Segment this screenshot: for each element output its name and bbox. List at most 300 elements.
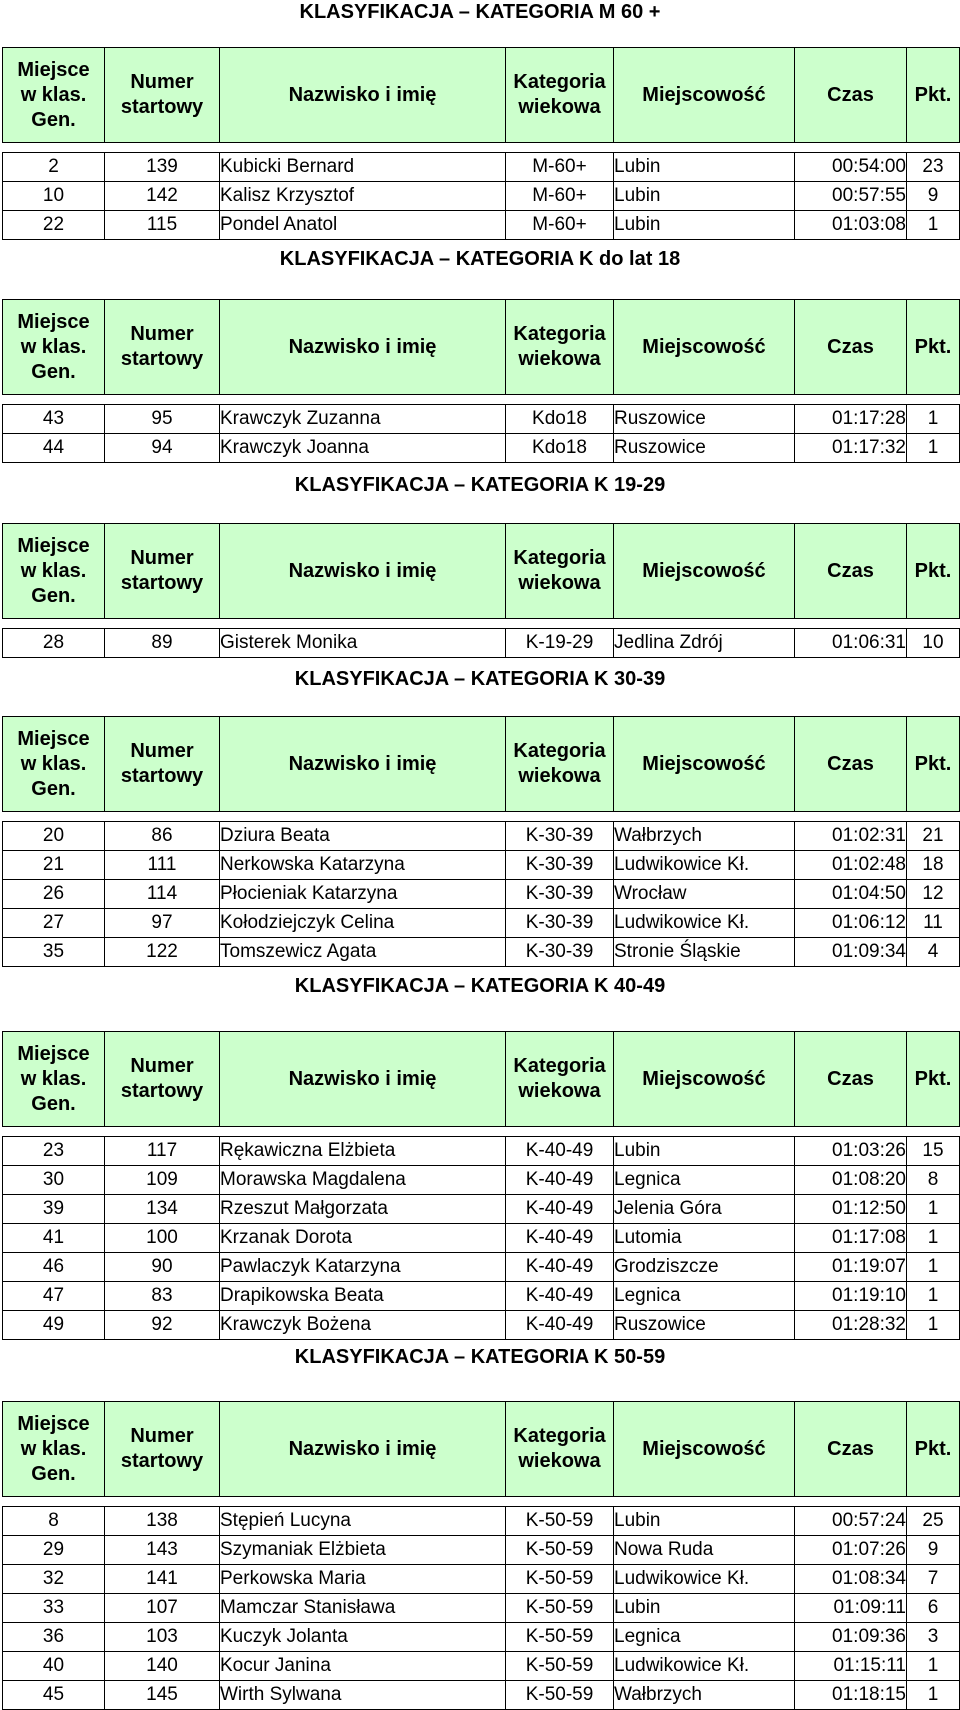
column-header-line: Gen.	[31, 360, 76, 383]
cell-number: 92	[105, 1311, 220, 1340]
cell-city: Lubin	[614, 1137, 795, 1166]
table-row	[3, 938, 960, 967]
cell-number: 111	[105, 851, 220, 880]
cell-time: 01:28:32	[795, 1311, 907, 1340]
header-row	[3, 48, 960, 143]
cell-time: 00:57:24	[795, 1507, 907, 1536]
cell-city: Jelenia Góra	[614, 1195, 795, 1224]
cell-name: Rękawiczna Elżbieta	[220, 1137, 506, 1166]
cell-points: 6	[907, 1594, 960, 1623]
column-header-line: Gen.	[31, 777, 76, 800]
cell-time: 01:12:50	[795, 1195, 907, 1224]
cell-city: Stronie Śląskie	[614, 938, 795, 967]
cell-name: Kołodziejczyk Celina	[220, 909, 506, 938]
column-header-city: Miejscowość	[614, 300, 795, 395]
column-header-points: Pkt.	[907, 717, 960, 812]
table-row	[3, 880, 960, 909]
column-header-category	[506, 717, 614, 812]
table-row	[3, 1195, 960, 1224]
cell-category: K-30-39	[506, 938, 614, 967]
column-header-time: Czas	[795, 524, 907, 619]
cell-time: 00:54:00	[795, 153, 907, 182]
section-title: KLASYFIKACJA – KATEGORIA K 30-39	[294, 668, 666, 690]
cell-name: Kubicki Bernard	[220, 153, 506, 182]
cell-city: Wałbrzych	[614, 822, 795, 851]
cell-number: 134	[105, 1195, 220, 1224]
cell-points: 1	[907, 1195, 960, 1224]
cell-time: 01:03:26	[795, 1137, 907, 1166]
table-row	[3, 1681, 960, 1710]
cell-time: 01:09:36	[795, 1623, 907, 1652]
cell-time: 01:06:12	[795, 909, 907, 938]
cell-number: 90	[105, 1253, 220, 1282]
column-header-line: Miejsce	[17, 1412, 90, 1435]
cell-rank: 47	[3, 1282, 105, 1311]
cell-time: 01:19:10	[795, 1282, 907, 1311]
cell-city: Lubin	[614, 153, 795, 182]
column-header-line: w klas.	[20, 335, 87, 358]
column-header-name: Nazwisko i imię	[220, 524, 506, 619]
cell-points: 18	[907, 851, 960, 880]
cell-number: 83	[105, 1282, 220, 1311]
cell-number: 97	[105, 909, 220, 938]
column-header-line: wiekowa	[518, 765, 601, 787]
cell-rank: 23	[3, 1137, 105, 1166]
cell-rank: 26	[3, 880, 105, 909]
cell-points: 7	[907, 1565, 960, 1594]
header-spacer	[3, 1497, 960, 1507]
column-header-rank	[3, 48, 105, 143]
cell-points: 23	[907, 153, 960, 182]
cell-time: 01:03:08	[795, 211, 907, 240]
cell-category: M-60+	[506, 182, 614, 211]
cell-time: 01:17:08	[795, 1224, 907, 1253]
column-header-rank	[3, 717, 105, 812]
cell-city: Lubin	[614, 1507, 795, 1536]
column-header-line: w klas.	[20, 83, 87, 106]
table-row	[3, 1652, 960, 1681]
cell-points: 1	[907, 211, 960, 240]
cell-city: Lubin	[614, 211, 795, 240]
spacer-cell	[3, 812, 960, 822]
results-table	[2, 1401, 960, 1710]
cell-points: 1	[907, 405, 960, 434]
cell-time: 01:06:31	[795, 629, 907, 658]
column-header-line: w klas.	[20, 1067, 87, 1090]
column-header-points: Pkt.	[907, 1032, 960, 1127]
column-header-name: Nazwisko i imię	[220, 717, 506, 812]
cell-name: Pawlaczyk Katarzyna	[220, 1253, 506, 1282]
cell-rank: 43	[3, 405, 105, 434]
column-header-points: Pkt.	[907, 48, 960, 143]
cell-rank: 33	[3, 1594, 105, 1623]
cell-time: 01:15:11	[795, 1652, 907, 1681]
column-header-line: startowy	[120, 572, 204, 594]
column-header-line: Numer	[130, 71, 194, 93]
cell-points: 10	[907, 629, 960, 658]
cell-time: 01:04:50	[795, 880, 907, 909]
header-row	[3, 524, 960, 619]
cell-rank: 40	[3, 1652, 105, 1681]
cell-rank: 22	[3, 211, 105, 240]
column-header-category	[506, 1032, 614, 1127]
table-row	[3, 1594, 960, 1623]
cell-category: Kdo18	[506, 434, 614, 463]
cell-name: Kalisz Krzysztof	[220, 182, 506, 211]
table-row	[3, 211, 960, 240]
cell-name: Tomszewicz Agata	[220, 938, 506, 967]
column-header-line: Kategoria	[513, 323, 606, 345]
header-row	[3, 300, 960, 395]
header-row	[3, 717, 960, 812]
column-header-time: Czas	[795, 717, 907, 812]
cell-rank: 21	[3, 851, 105, 880]
column-header-points: Pkt.	[907, 524, 960, 619]
column-header-points: Pkt.	[907, 300, 960, 395]
cell-rank: 8	[3, 1507, 105, 1536]
cell-number: 100	[105, 1224, 220, 1253]
table-row	[3, 1137, 960, 1166]
cell-category: K-40-49	[506, 1195, 614, 1224]
cell-points: 4	[907, 938, 960, 967]
cell-rank: 10	[3, 182, 105, 211]
column-header-number	[105, 1032, 220, 1127]
cell-number: 103	[105, 1623, 220, 1652]
cell-points: 12	[907, 880, 960, 909]
column-header-rank	[3, 300, 105, 395]
cell-rank: 20	[3, 822, 105, 851]
column-header-rank	[3, 1032, 105, 1127]
column-header-city: Miejscowość	[614, 1032, 795, 1127]
cell-name: Krawczyk Joanna	[220, 434, 506, 463]
results-table	[2, 716, 960, 967]
column-header-line: Kategoria	[513, 1055, 606, 1077]
column-header-name: Nazwisko i imię	[220, 48, 506, 143]
column-header-line: w klas.	[20, 1437, 87, 1460]
cell-category: K-50-59	[506, 1565, 614, 1594]
section-title: KLASYFIKACJA – KATEGORIA K do lat 18	[279, 248, 681, 270]
spacer-cell	[3, 1127, 960, 1137]
table-row	[3, 182, 960, 211]
column-header-category	[506, 524, 614, 619]
cell-points: 1	[907, 1311, 960, 1340]
column-header-number	[105, 48, 220, 143]
table-row	[3, 1623, 960, 1652]
cell-name: Drapikowska Beata	[220, 1282, 506, 1311]
cell-category: K-50-59	[506, 1652, 614, 1681]
cell-rank: 44	[3, 434, 105, 463]
column-header-time: Czas	[795, 300, 907, 395]
column-header-city: Miejscowość	[614, 717, 795, 812]
column-header-line: wiekowa	[518, 572, 601, 594]
cell-category: M-60+	[506, 153, 614, 182]
column-header-line: Kategoria	[513, 740, 606, 762]
cell-points: 1	[907, 1681, 960, 1710]
cell-name: Kuczyk Jolanta	[220, 1623, 506, 1652]
column-header-line: Numer	[130, 323, 194, 345]
cell-category: K-30-39	[506, 851, 614, 880]
cell-city: Lutomia	[614, 1224, 795, 1253]
cell-name: Gisterek Monika	[220, 629, 506, 658]
header-row	[3, 1032, 960, 1127]
table-row	[3, 822, 960, 851]
cell-points: 1	[907, 1652, 960, 1681]
cell-name: Nerkowska Katarzyna	[220, 851, 506, 880]
table-row	[3, 851, 960, 880]
cell-category: K-50-59	[506, 1623, 614, 1652]
cell-name: Szymaniak Elżbieta	[220, 1536, 506, 1565]
cell-rank: 46	[3, 1253, 105, 1282]
column-header-line: Gen.	[31, 108, 76, 131]
cell-name: Morawska Magdalena	[220, 1166, 506, 1195]
cell-category: K-50-59	[506, 1536, 614, 1565]
column-header-line: wiekowa	[518, 1450, 601, 1472]
cell-name: Krawczyk Bożena	[220, 1311, 506, 1340]
column-header-line: Miejsce	[17, 310, 90, 333]
cell-rank: 32	[3, 1565, 105, 1594]
column-header-line: Gen.	[31, 1092, 76, 1115]
results-table	[2, 299, 960, 463]
column-header-line: w klas.	[20, 752, 87, 775]
cell-category: K-50-59	[506, 1507, 614, 1536]
table-row	[3, 434, 960, 463]
cell-city: Nowa Ruda	[614, 1536, 795, 1565]
spacer-cell	[3, 395, 960, 405]
cell-name: Płocieniak Katarzyna	[220, 880, 506, 909]
column-header-line: Miejsce	[17, 1042, 90, 1065]
cell-name: Mamczar Stanisława	[220, 1594, 506, 1623]
table-row	[3, 1282, 960, 1311]
cell-name: Krzanak Dorota	[220, 1224, 506, 1253]
table-row	[3, 153, 960, 182]
cell-name: Perkowska Maria	[220, 1565, 506, 1594]
table-row	[3, 629, 960, 658]
column-header-line: wiekowa	[518, 1080, 601, 1102]
cell-city: Ludwikowice Kł.	[614, 1652, 795, 1681]
column-header-number	[105, 524, 220, 619]
cell-category: K-40-49	[506, 1253, 614, 1282]
cell-number: 114	[105, 880, 220, 909]
cell-city: Wrocław	[614, 880, 795, 909]
section-title: KLASYFIKACJA – KATEGORIA M 60 +	[299, 1, 661, 23]
results-table	[2, 1031, 960, 1340]
cell-category: Kdo18	[506, 405, 614, 434]
column-header-line: startowy	[120, 1080, 204, 1102]
header-spacer	[3, 1127, 960, 1137]
column-header-name: Nazwisko i imię	[220, 1032, 506, 1127]
column-header-line: startowy	[120, 348, 204, 370]
cell-points: 11	[907, 909, 960, 938]
results-table	[2, 47, 960, 240]
cell-category: K-40-49	[506, 1166, 614, 1195]
cell-number: 109	[105, 1166, 220, 1195]
cell-points: 9	[907, 182, 960, 211]
column-header-name: Nazwisko i imię	[220, 300, 506, 395]
cell-city: Ludwikowice Kł.	[614, 1565, 795, 1594]
column-header-name: Nazwisko i imię	[220, 1402, 506, 1497]
section-title: KLASYFIKACJA – KATEGORIA K 19-29	[294, 474, 666, 496]
header-spacer	[3, 395, 960, 405]
cell-time: 01:02:48	[795, 851, 907, 880]
cell-time: 01:07:26	[795, 1536, 907, 1565]
cell-time: 01:09:34	[795, 938, 907, 967]
cell-number: 115	[105, 211, 220, 240]
cell-name: Rzeszut Małgorzata	[220, 1195, 506, 1224]
table-row	[3, 1536, 960, 1565]
spacer-cell	[3, 143, 960, 153]
results-table	[2, 523, 960, 658]
column-header-category	[506, 300, 614, 395]
column-header-line: Numer	[130, 547, 194, 569]
cell-category: K-40-49	[506, 1311, 614, 1340]
column-header-rank	[3, 524, 105, 619]
cell-number: 86	[105, 822, 220, 851]
cell-points: 8	[907, 1166, 960, 1195]
column-header-time: Czas	[795, 1032, 907, 1127]
cell-number: 138	[105, 1507, 220, 1536]
cell-category: K-40-49	[506, 1282, 614, 1311]
cell-number: 122	[105, 938, 220, 967]
table-row	[3, 1311, 960, 1340]
column-header-line: Numer	[130, 740, 194, 762]
cell-points: 1	[907, 1224, 960, 1253]
cell-city: Ludwikowice Kł.	[614, 909, 795, 938]
cell-city: Jedlina Zdrój	[614, 629, 795, 658]
cell-rank: 27	[3, 909, 105, 938]
cell-city: Ruszowice	[614, 405, 795, 434]
table-row	[3, 1224, 960, 1253]
column-header-time: Czas	[795, 48, 907, 143]
cell-rank: 30	[3, 1166, 105, 1195]
cell-time: 01:17:28	[795, 405, 907, 434]
column-header-city: Miejscowość	[614, 48, 795, 143]
column-header-line: Miejsce	[17, 58, 90, 81]
cell-city: Lubin	[614, 182, 795, 211]
column-header-line: Numer	[130, 1055, 194, 1077]
cell-rank: 45	[3, 1681, 105, 1710]
cell-time: 01:19:07	[795, 1253, 907, 1282]
cell-category: K-50-59	[506, 1594, 614, 1623]
cell-category: K-19-29	[506, 629, 614, 658]
cell-points: 21	[907, 822, 960, 851]
column-header-line: Numer	[130, 1425, 194, 1447]
table-row	[3, 1253, 960, 1282]
column-header-line: Miejsce	[17, 727, 90, 750]
cell-number: 141	[105, 1565, 220, 1594]
table-row	[3, 1507, 960, 1536]
cell-number: 89	[105, 629, 220, 658]
column-header-line: wiekowa	[518, 96, 601, 118]
section-title: KLASYFIKACJA – KATEGORIA K 50-59	[294, 1346, 666, 1368]
cell-name: Stępień Lucyna	[220, 1507, 506, 1536]
column-header-number	[105, 300, 220, 395]
cell-category: K-40-49	[506, 1224, 614, 1253]
cell-category: K-50-59	[506, 1681, 614, 1710]
cell-number: 117	[105, 1137, 220, 1166]
cell-time: 01:17:32	[795, 434, 907, 463]
cell-city: Grodziszcze	[614, 1253, 795, 1282]
cell-city: Ruszowice	[614, 434, 795, 463]
cell-number: 107	[105, 1594, 220, 1623]
cell-points: 1	[907, 1253, 960, 1282]
cell-number: 94	[105, 434, 220, 463]
column-header-rank	[3, 1402, 105, 1497]
column-header-line: wiekowa	[518, 348, 601, 370]
cell-city: Ludwikowice Kł.	[614, 851, 795, 880]
column-header-line: startowy	[120, 765, 204, 787]
column-header-line: Kategoria	[513, 547, 606, 569]
header-spacer	[3, 619, 960, 629]
cell-points: 3	[907, 1623, 960, 1652]
table-row	[3, 909, 960, 938]
cell-number: 140	[105, 1652, 220, 1681]
spacer-cell	[3, 1497, 960, 1507]
cell-category: M-60+	[506, 211, 614, 240]
cell-rank: 41	[3, 1224, 105, 1253]
cell-rank: 2	[3, 153, 105, 182]
cell-city: Ruszowice	[614, 1311, 795, 1340]
cell-points: 9	[907, 1536, 960, 1565]
cell-name: Pondel Anatol	[220, 211, 506, 240]
table-row	[3, 1565, 960, 1594]
column-header-points: Pkt.	[907, 1402, 960, 1497]
column-header-line: Gen.	[31, 1462, 76, 1485]
cell-name: Wirth Sylwana	[220, 1681, 506, 1710]
cell-time: 00:57:55	[795, 182, 907, 211]
table-row	[3, 1166, 960, 1195]
cell-number: 95	[105, 405, 220, 434]
cell-name: Kocur Janina	[220, 1652, 506, 1681]
table-row	[3, 405, 960, 434]
column-header-line: startowy	[120, 1450, 204, 1472]
spacer-cell	[3, 619, 960, 629]
cell-time: 01:08:34	[795, 1565, 907, 1594]
cell-time: 01:08:20	[795, 1166, 907, 1195]
cell-city: Lubin	[614, 1594, 795, 1623]
cell-time: 01:02:31	[795, 822, 907, 851]
cell-category: K-30-39	[506, 822, 614, 851]
cell-number: 139	[105, 153, 220, 182]
cell-rank: 29	[3, 1536, 105, 1565]
cell-points: 1	[907, 434, 960, 463]
cell-points: 15	[907, 1137, 960, 1166]
column-header-city: Miejscowość	[614, 524, 795, 619]
column-header-number	[105, 717, 220, 812]
cell-points: 1	[907, 1282, 960, 1311]
column-header-line: Kategoria	[513, 71, 606, 93]
cell-name: Dziura Beata	[220, 822, 506, 851]
cell-rank: 49	[3, 1311, 105, 1340]
cell-time: 01:18:15	[795, 1681, 907, 1710]
cell-city: Wałbrzych	[614, 1681, 795, 1710]
cell-number: 145	[105, 1681, 220, 1710]
section-title: KLASYFIKACJA – KATEGORIA K 40-49	[294, 975, 666, 997]
cell-rank: 36	[3, 1623, 105, 1652]
column-header-line: Gen.	[31, 584, 76, 607]
cell-category: K-30-39	[506, 909, 614, 938]
column-header-line: startowy	[120, 96, 204, 118]
header-spacer	[3, 812, 960, 822]
column-header-time: Czas	[795, 1402, 907, 1497]
cell-time: 01:09:11	[795, 1594, 907, 1623]
cell-category: K-40-49	[506, 1137, 614, 1166]
cell-points: 25	[907, 1507, 960, 1536]
header-spacer	[3, 143, 960, 153]
cell-rank: 39	[3, 1195, 105, 1224]
column-header-number	[105, 1402, 220, 1497]
column-header-line: w klas.	[20, 559, 87, 582]
cell-category: K-30-39	[506, 880, 614, 909]
